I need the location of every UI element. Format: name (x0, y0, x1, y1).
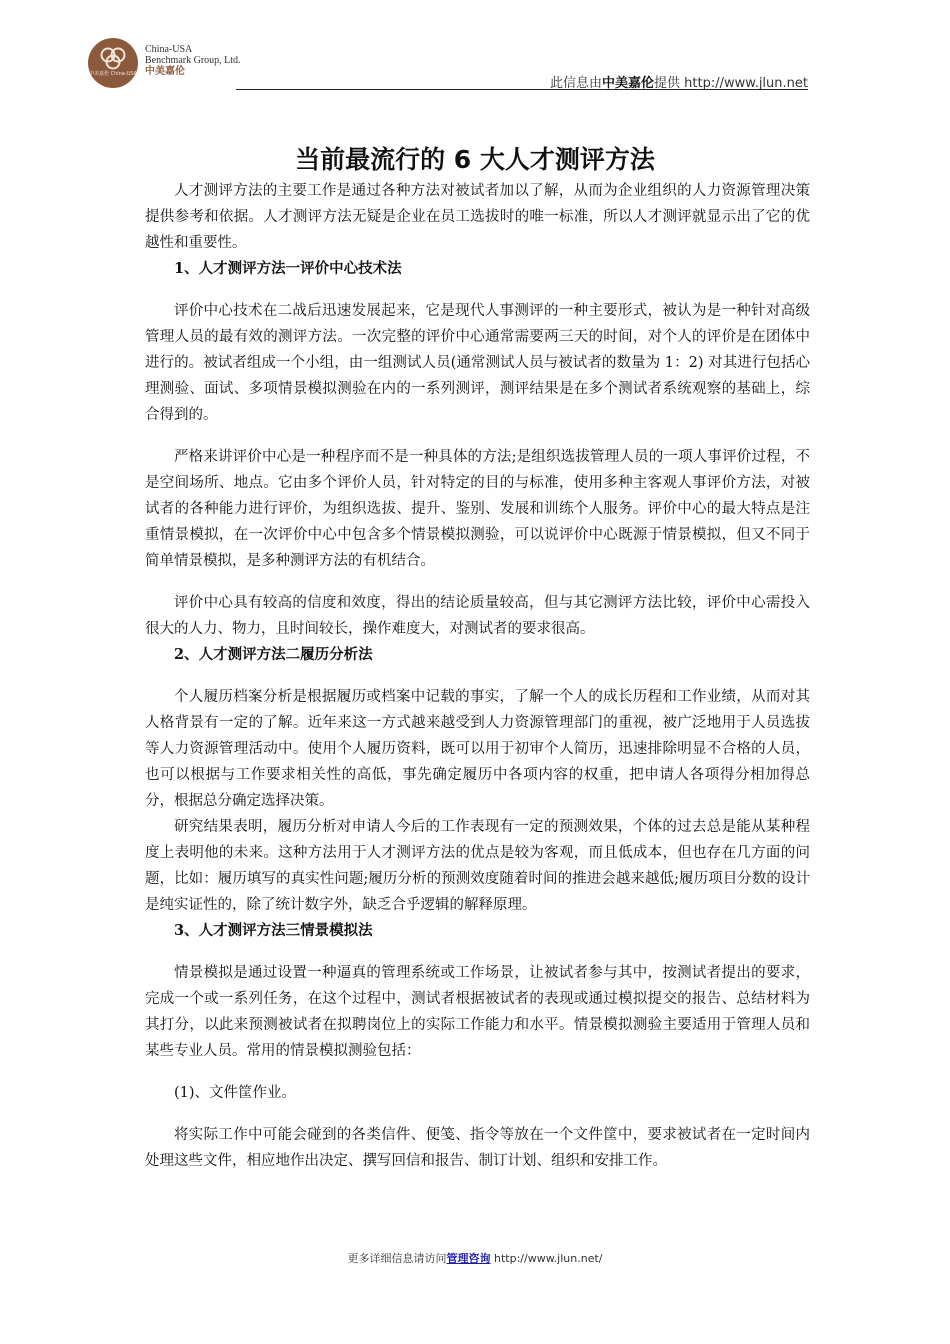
page-header (88, 38, 808, 90)
document-title: 当前最流行的 6 大人才测评方法 (295, 145, 655, 174)
logo-line-2: Benchmark Group, Ltd. (145, 55, 241, 66)
footer-prefix: 更多详细信息请访问 (347, 1252, 447, 1265)
section-1-heading: 1、人才测评方法一评价中心技术法 (174, 260, 402, 277)
logo-text (145, 44, 241, 77)
section-2-paragraph-1: 个人履历档案分析是根据履历或档案中记载的事实，了解一个人的成长历程和工作业绩，从而对其人格背景有一定的了解。近年来这一方式越来越受到人力资源管理部门的重视，被广泛地用于人员选拔等人力资源管理活动中。使用个人履历资料，既可以用于初审个人简历，迅速排除明显不合格的人员，也可以根据与工作要求相关性的高低，事先确定履历中各项内容的权重，把申请人各项得分相加得总分，根据总分确定选择决策。 (145, 689, 810, 809)
section-3-paragraph-1: 情景模拟是通过设置一种逼真的管理系统或工作场景，让被试者参与其中，按测试者提出的要求，完成一个或一系列任务，在这个过程中，测试者根据被试者的表现或通过模拟提交的报告、总结材料为其打分，以此来预测被试者在拟聘岗位上的实际工作能力和水平。情景模拟测验主要适用于管理人员和某些专业人员。常用的情景模拟测验包括： (145, 965, 810, 1059)
section-1-paragraph-2: 严格来讲评价中心是一种程序而不是一种具体的方法;是组织选拔管理人员的一项人事评价过程，不是空间场所、地点。它由多个评价人员，针对特定的目的与标准，使用多种主客观人事评价方法，对被试者的各种能力进行评价，为组织选拔、提升、鉴别、发展和训练个人服务。评价中心的最大特点是注重情景模拟，在一次评价中心中包含多个情景模拟测验，可以说评价中心既源于情景模拟，但又不同于简单情景模拟，是多种测评方法的有机结合。 (145, 449, 810, 569)
logo-line-1: China-USA (145, 44, 193, 55)
provider-name: 中美嘉伦 (602, 76, 655, 91)
logo-badge-text: 中美嘉伦 China-USA (88, 71, 138, 77)
section-3-heading: 3、人才测评方法三情景模拟法 (174, 922, 373, 939)
section-3-list-item-1: (1)、文件筐作业。 (174, 1085, 297, 1101)
provider-suffix: 提供 http://www.jlun.net (654, 76, 808, 91)
logo-mark-icon (97, 44, 129, 72)
section-3-paragraph-2: 将实际工作中可能会碰到的各类信件、便笺、指令等放在一个文件筐中，要求被试者在一定时间内处理这些文件，相应地作出决定、撰写回信和报告、制订计划、组织和安排工作。 (145, 1127, 810, 1169)
footer-url: http://www.jlun.net/ (490, 1252, 603, 1265)
section-2-heading: 2、人才测评方法二履历分析法 (174, 646, 373, 663)
logo-cn-name: 中美嘉伦 (145, 66, 185, 77)
intro-paragraph: 人才测评方法的主要工作是通过各种方法对被试者加以了解，从而为企业组织的人力资源管理决策提供参考和依据。人才测评方法无疑是企业在员工选拔时的唯一标准，所以人才测评就显示出了它的优越性和重要性。 (145, 183, 810, 251)
section-1-paragraph-1: 评价中心技术在二战后迅速发展起来，它是现代人事测评的一种主要形式，被认为是一种针对高级管理人员的最有效的测评方法。一次完整的评价中心通常需要两三天的时间，对个人的评价是在团体中进行的。被试者组成一个小组，由一组测试人员(通常测试人员与被试者的数量为 1：2) 对其进行包括心理测验、面试、多项情景模拟测验在内的一系列测评，测评结果是在多个测试者系统观察的基础上，综合得到的。 (145, 303, 810, 423)
section-1-paragraph-3: 评价中心具有较高的信度和效度，得出的结论质量较高，但与其它测评方法比较，评价中心需投入很大的人力、物力，且时间较长，操作难度大，对测试者的要求很高。 (145, 595, 810, 637)
section-2-paragraph-2: 研究结果表明，履历分析对申请人今后的工作表现有一定的预测效果，个体的过去总是能从某种程度上表明他的未来。这种方法用于人才测评方法的优点是较为客观，而且低成本，但也存在几方面的问题，比如：履历填写的真实性问题;履历分析的预测效度随着时间的推进会越来越低;履历项目分数的设计是纯实证性的，除了统计数字外，缺乏合乎逻辑的解释原理。 (145, 819, 810, 913)
document-body (145, 178, 810, 1174)
provider-prefix: 此信息由 (550, 76, 603, 91)
footer-consulting-link[interactable]: 管理咨询 (446, 1252, 491, 1265)
header-divider (236, 89, 808, 90)
company-logo (88, 38, 138, 88)
page-footer (0, 1250, 950, 1266)
